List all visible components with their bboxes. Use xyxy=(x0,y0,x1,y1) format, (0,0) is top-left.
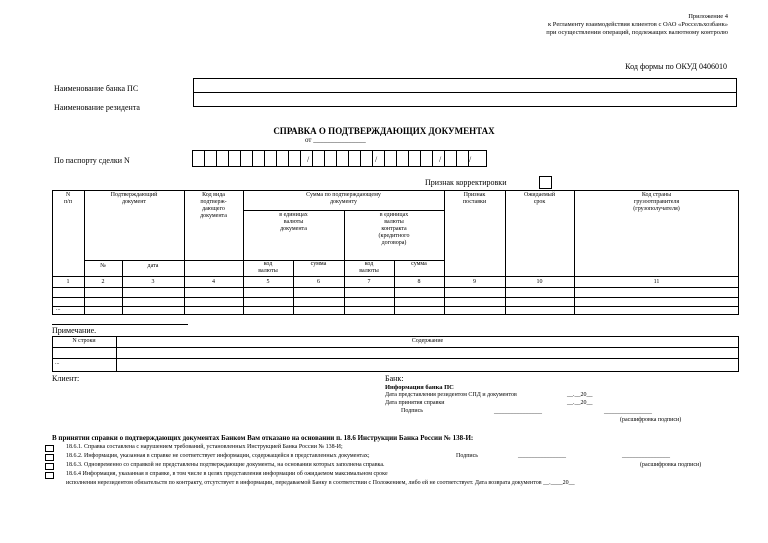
sub-date-header: дата xyxy=(147,263,159,269)
bank-side-label: Банк: xyxy=(385,374,404,383)
correction-checkbox[interactable] xyxy=(539,176,552,189)
sub-amount1-header: сумма xyxy=(310,261,327,267)
note-table xyxy=(52,336,739,372)
note-line xyxy=(52,324,188,325)
col-sum-header: Сумма по подтверждающему документу xyxy=(306,192,381,205)
correction-label: Признак корректировки xyxy=(425,178,507,187)
col-number-3: 3 xyxy=(151,279,155,285)
table-ellipsis: ... xyxy=(56,306,61,312)
passport-grid xyxy=(192,150,488,167)
bank-name-line[interactable]: ________________ xyxy=(604,409,652,415)
passport-label: По паспорту сделки N xyxy=(54,156,130,165)
col-doc-header: Подтверждающий документ xyxy=(110,192,158,205)
bank-signature-label: Подпись xyxy=(401,408,424,414)
slash-3: / xyxy=(439,155,442,164)
sub-code2-header: код валюты xyxy=(359,261,379,274)
refusal-item-2: 18.6.2. Информация, указанная в справке не соответствует информации, содержащейся в представленных документах; xyxy=(66,453,370,459)
col-sum-doc-header: в единицах валюты документа xyxy=(279,212,308,232)
col-number-4: 4 xyxy=(212,279,215,285)
note-ellipsis: ... xyxy=(55,360,60,366)
col-sign-header: Признак поставки xyxy=(462,192,487,205)
refusal-signature-label: Подпись xyxy=(456,453,479,459)
refusal-checkbox-3[interactable] xyxy=(45,463,54,470)
col-number-8: 8 xyxy=(417,279,421,285)
col-number-11: 11 xyxy=(653,279,660,285)
client-label: Клиент: xyxy=(52,374,80,383)
bank-decode-label: (расшифровка подписи) xyxy=(620,417,682,423)
note-row-header: N строки xyxy=(72,338,96,344)
refusal-item-4: 18.6.4 Информация, указанная в справке, в том числе в целях представления информации об ожидаемом максимальном сроке xyxy=(66,471,388,477)
documents-table xyxy=(52,190,739,315)
bank-info-label: Информация банка ПС xyxy=(385,384,454,391)
refusal-item-3: 18.6.3. Одновременно со справкой не представлены подтверждающие документы, на основании которых заполнена справка. xyxy=(66,462,385,468)
col-num-header: N п/п xyxy=(63,192,73,205)
refusal-checkbox-1[interactable] xyxy=(45,445,54,452)
refusal-title: В принятии справки о подтверждающих документах Банком Вам отказано на основании п. 18.6 Инструкции Банка России № 138-И: xyxy=(52,434,474,442)
resident-label: Наименование резидента xyxy=(54,103,140,112)
col-number-10: 10 xyxy=(536,279,543,285)
refusal-item-5: исполнения нерезидентом обязательств по контракту, отсутствует в информации, передаваемой Банку в соответствии с Положением, либо ей не соответствует. Дата возврата документов __.____20__ xyxy=(66,480,575,486)
page-title: СПРАВКА О ПОДТВЕРЖДАЮЩИХ ДОКУМЕНТАХ xyxy=(273,126,495,136)
sub-code1-header: код валюты xyxy=(258,261,278,274)
appendix-line-3: при осуществлении операций, подлежащих валютному контролю xyxy=(546,29,728,36)
col-number-7: 7 xyxy=(367,279,371,285)
col-term-header: Ожидаемый срок xyxy=(523,192,556,205)
accept-date-label: Дата принятия справки xyxy=(385,400,445,406)
passport-cells[interactable] xyxy=(192,150,488,167)
spd-date-label: Дата представления резидентом СПД и документов xyxy=(385,392,517,398)
bank-label: Наименование банка ПС xyxy=(54,84,139,93)
col-kind-header: Код вида подтверж- дающего документа xyxy=(200,192,227,219)
col-number-2: 2 xyxy=(101,279,105,285)
col-number-9: 9 xyxy=(473,279,476,285)
refusal-signature-line[interactable]: ________________ xyxy=(518,453,566,459)
refusal-item-1: 18.6.1. Справка составлена с нарушением требований, установленных Инструкцией Банка России № 138-И; xyxy=(66,444,343,450)
col-number-5: 5 xyxy=(266,279,270,285)
appendix-line-1: Приложение 4 xyxy=(688,13,728,20)
slash-1: / xyxy=(307,155,310,164)
divider xyxy=(193,92,737,93)
form-code: Код формы по ОКУД 0406010 xyxy=(625,62,727,71)
spd-date-field[interactable]: __.__20__ xyxy=(567,392,593,398)
slash-4: / xyxy=(469,155,472,164)
refusal-name-line[interactable]: ________________ xyxy=(622,453,670,459)
refusal-decode-label: (расшифровка подписи) xyxy=(640,462,702,468)
refusal-checkbox-2[interactable] xyxy=(45,454,54,461)
col-number-1: 1 xyxy=(66,279,70,285)
date-field[interactable]: от _______________ xyxy=(305,136,366,144)
sub-amount2-header: сумма xyxy=(411,261,427,267)
note-content-header: Содержание xyxy=(411,338,444,344)
appendix-header xyxy=(546,13,728,37)
bank-signature-line[interactable]: ________________ xyxy=(494,409,542,415)
note-label: Примечание. xyxy=(52,326,97,335)
appendix-line-2: к Регламенту взаимодействия клиентов с ОАО «Россельхозбанк» xyxy=(548,21,728,28)
slash-2: / xyxy=(375,155,378,164)
col-number-6: 6 xyxy=(317,279,320,285)
refusal-checkbox-4[interactable] xyxy=(45,472,54,479)
col-sum-contract-header: в единицах валюты контракта (кредитного договора) xyxy=(378,212,410,246)
sub-no-header: № xyxy=(100,263,106,269)
col-country-header: Код страны грузоотправителя (грузополучателя) xyxy=(633,192,680,212)
accept-date-field[interactable]: __.__20__ xyxy=(567,400,593,406)
